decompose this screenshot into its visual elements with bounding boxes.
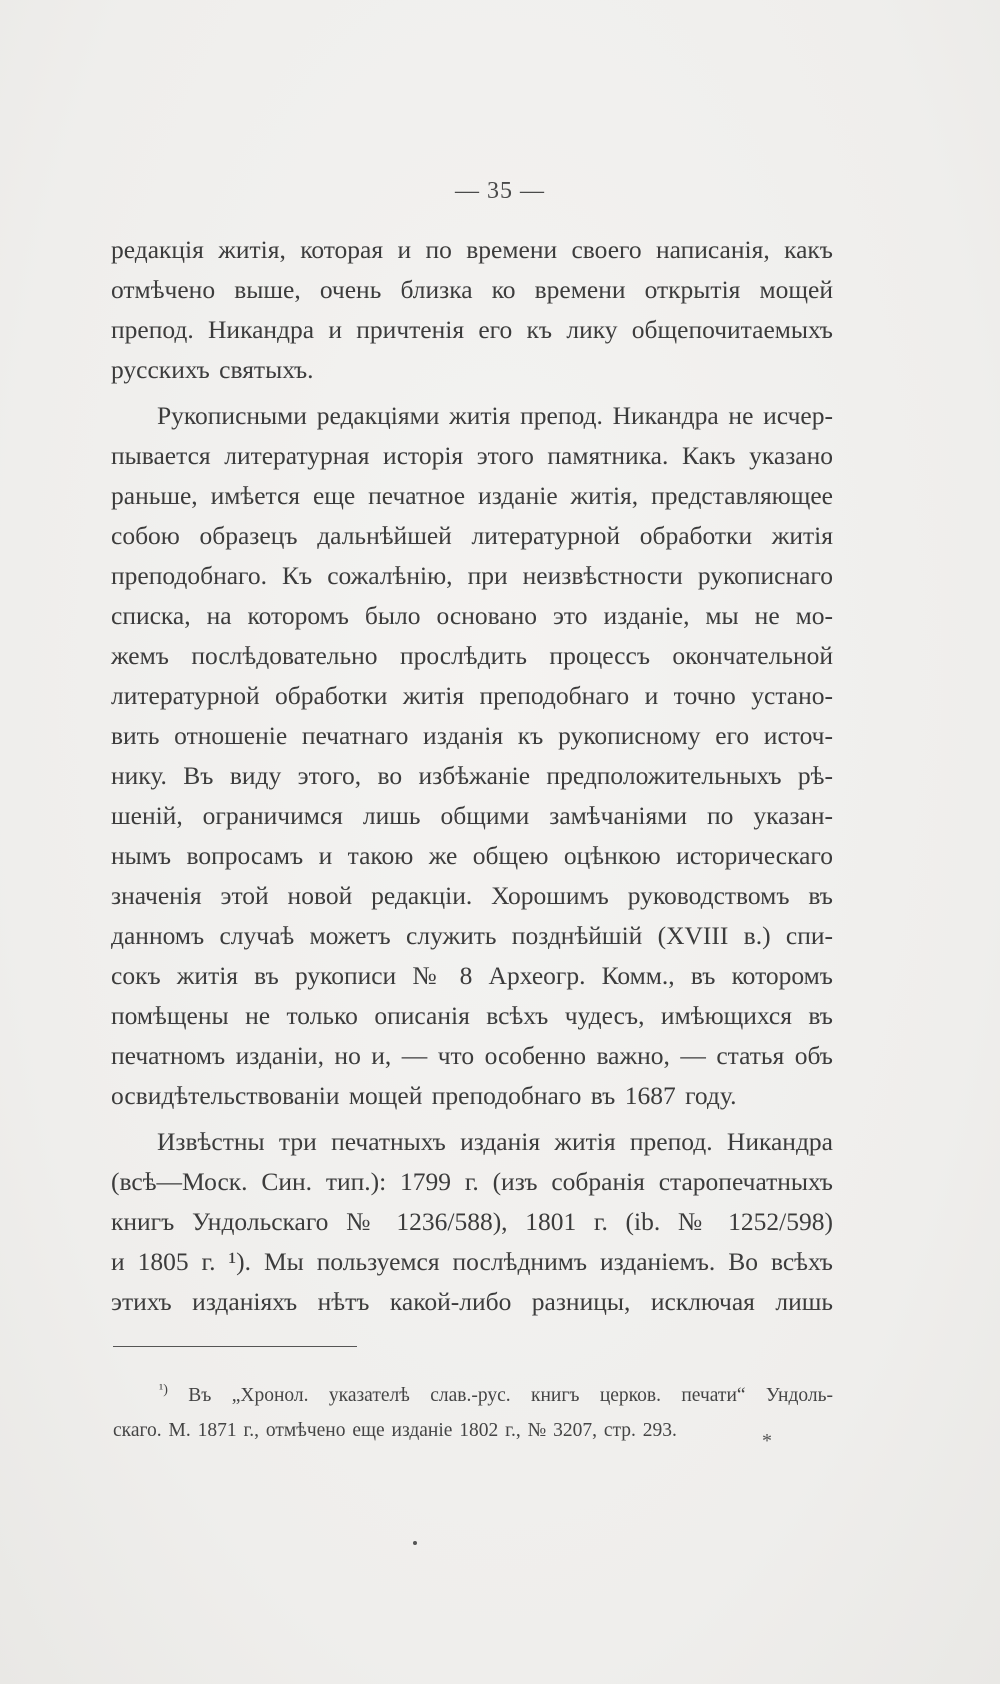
text-line: редакція житія, которая и по времени своего написанія, какъ [111,235,833,264]
text-line: этихъ изданіяхъ нѣтъ какой-либо разницы, исключая лишь [111,1287,833,1316]
text-line: шеній, ограничимся лишь общими замѣчаніями по указан- [111,801,833,830]
text-line: раньше, имѣется еще печатное изданіе житія, представляющее [111,481,833,510]
text-line: освидѣтельствованіи мощей преподобнаго въ 1687 году. [111,1081,737,1110]
text-line: книгъ Ундольскаго № 1236/588), 1801 г. (ib. № 1252/598) [111,1207,833,1236]
text-line: значенія этой новой редакціи. Хорошимъ руководствомъ въ [111,881,833,910]
text-line: Рукописными редакціями житія препод. Никандра не исчер- [157,401,833,430]
text-line: преподобнаго. Къ сожалѣнію, при неизвѣстности рукописнаго [111,561,833,590]
text-line: литературной обработки житія преподобнаго и точно устано- [111,681,833,710]
text-line: пывается литературная исторія этого памятника. Какъ указано [111,441,833,470]
text-line: списка, на которомъ было основано это изданіе, мы не мо- [111,601,833,630]
footnote-line: скаго. М. 1871 г., отмѣчено еще изданіе 1802 г., № 3207, стр. 293. [113,1420,677,1441]
footnote-line [113,1378,833,1413]
text-line: нику. Въ виду этого, во избѣжаніе предположительныхъ рѣ- [111,761,833,790]
text-line: русскихъ святыхъ. [111,355,314,384]
text-line: данномъ случаѣ можетъ служить позднѣйшій (XVIII в.) спи- [111,921,833,950]
text-line: отмѣчено выше, очень близка ко времени открытія мощей [111,275,833,304]
footnote-rule [113,1346,357,1347]
text-line: нымъ вопросамъ и такою же общею оцѣнкою историческаго [111,841,833,870]
footnote-text: Въ „Хронол. указателѣ слав.-рус. книгъ церков. печати“ Ундоль- [188,1385,833,1406]
asterisk-mark: * [762,1430,772,1452]
paragraph-1 [111,230,833,390]
footnote-mark: ¹) [159,1382,168,1398]
text-line: сокъ житія въ рукописи № 8 Археогр. Комм., въ которомъ [111,961,833,990]
paragraph-3 [111,1122,833,1322]
text-line: жемъ послѣдовательно прослѣдить процессъ окончательной [111,641,833,670]
text-line: вить отношеніе печатнаго изданія къ рукописному его источ- [111,721,833,750]
text-line: (всѣ—Моск. Син. тип.): 1799 г. (изъ собранія старопечатныхъ [111,1167,833,1196]
text-line: помѣщены не только описанія всѣхъ чудесъ, имѣющихся въ [111,1001,833,1030]
body-text [111,230,833,1322]
text-line: и 1805 г. ¹). Мы пользуемся послѣднимъ изданіемъ. Во всѣхъ [111,1247,833,1276]
text-line: Извѣстны три печатныхъ изданія житія препод. Никандра [157,1127,833,1156]
text-line: печатномъ изданіи, но и, — что особенно важно, — статья объ [111,1041,833,1070]
paragraph-2 [111,396,833,1116]
ink-speck [413,1541,417,1545]
text-line: препод. Никандра и причтенія его къ лику общепочитаемыхъ [111,315,833,344]
text-line: собою образецъ дальнѣйшей литературной обработки житія [111,521,833,550]
footnotes [113,1378,833,1448]
page-number: — 35 — [455,178,545,204]
